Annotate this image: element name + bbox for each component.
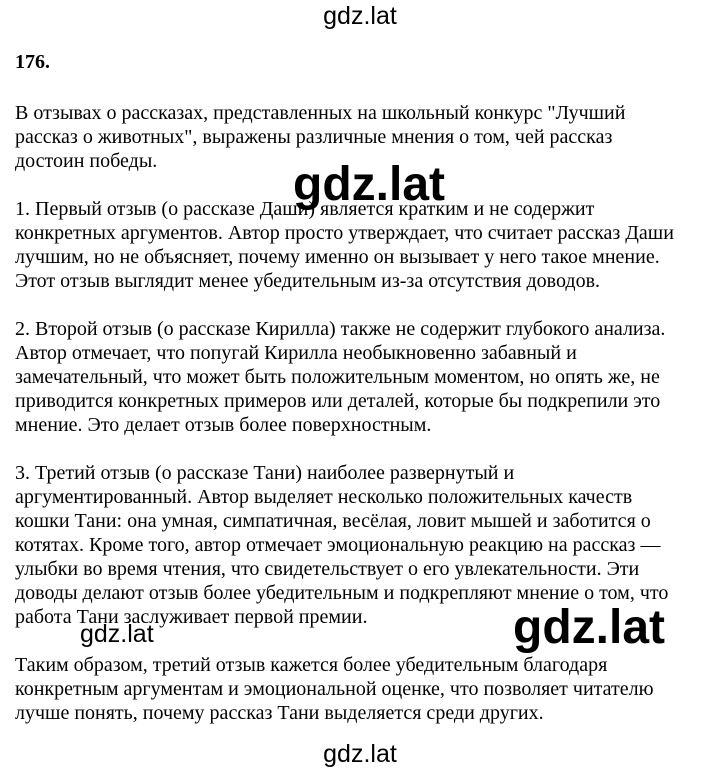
text-line: лучшим, но не объясняет, почему именно он вызывает у него такое мнение.: [15, 246, 660, 268]
task-number: 176.: [15, 51, 50, 73]
text-line: Этот отзыв выглядит менее убедительным из-за отсутствия доводов.: [15, 270, 601, 292]
text-line: 3. Третий отзыв (о рассказе Тани) наиболее развернутый и: [15, 462, 515, 484]
text-line: 1. Первый отзыв (о рассказе Даши) является кратким и не содержит: [15, 198, 595, 220]
conclusion-paragraph: [15, 653, 705, 725]
text-line: доводы делают отзыв более убедительным и подкрепляют мнение о том, что: [15, 582, 669, 604]
text-line: 2. Второй отзыв (о рассказе Кирилла) также не содержит глубокого анализа.: [15, 318, 666, 340]
text-line: конкретным аргументам и эмоциональной оценке, что позволяет читателю: [15, 678, 654, 700]
text-line: работа Тани заслуживает первой премии.: [15, 606, 368, 628]
text-line: достоин победы.: [15, 150, 158, 172]
text-line: приводится конкретных примеров или деталей, которые бы подкрепили это: [15, 390, 661, 412]
watermark-top: gdz.lat: [323, 2, 397, 30]
text-line: рассказ о животных", выражены различные мнения о том, чей рассказ: [15, 126, 613, 148]
watermark-bottom: gdz.lat: [323, 740, 397, 768]
text-line: мнение. Это делает отзыв более поверхностным.: [15, 414, 432, 436]
text-line: котятах. Кроме того, автор отмечает эмоциональную реакцию на рассказ —: [15, 534, 661, 556]
text-line: кошки Тани: она умная, симпатичная, весёлая, ловит мышей и заботится о: [15, 510, 651, 532]
text-line: Таким образом, третий отзыв кажется более убедительным благодаря: [15, 654, 608, 676]
watermark-small-left: gdz.lat: [80, 620, 154, 648]
watermark-big-right: gdz.lat: [513, 601, 665, 654]
second-review-paragraph: [15, 317, 705, 437]
text-line: конкретных аргументов. Автор просто утверждает, что считает рассказ Даши: [15, 222, 674, 244]
watermark-middle: gdz.lat: [293, 158, 445, 211]
text-line: В отзывах о рассказах, представленных на школьный конкурс "Лучший: [15, 102, 626, 124]
text-line: лучше понять, почему рассказ Тани выделяется среди других.: [15, 702, 544, 724]
text-line: замечательный, что может быть положительным моментом, но опять же, не: [15, 366, 660, 388]
text-line: улыбки во время чтения, что свидетельствует о его увлекательности. Эти: [15, 558, 640, 580]
text-line: аргументированный. Автор выделяет несколько положительных качеств: [15, 486, 633, 508]
text-line: Автор отмечает, что попугай Кирилла необыкновенно забавный и: [15, 342, 577, 364]
